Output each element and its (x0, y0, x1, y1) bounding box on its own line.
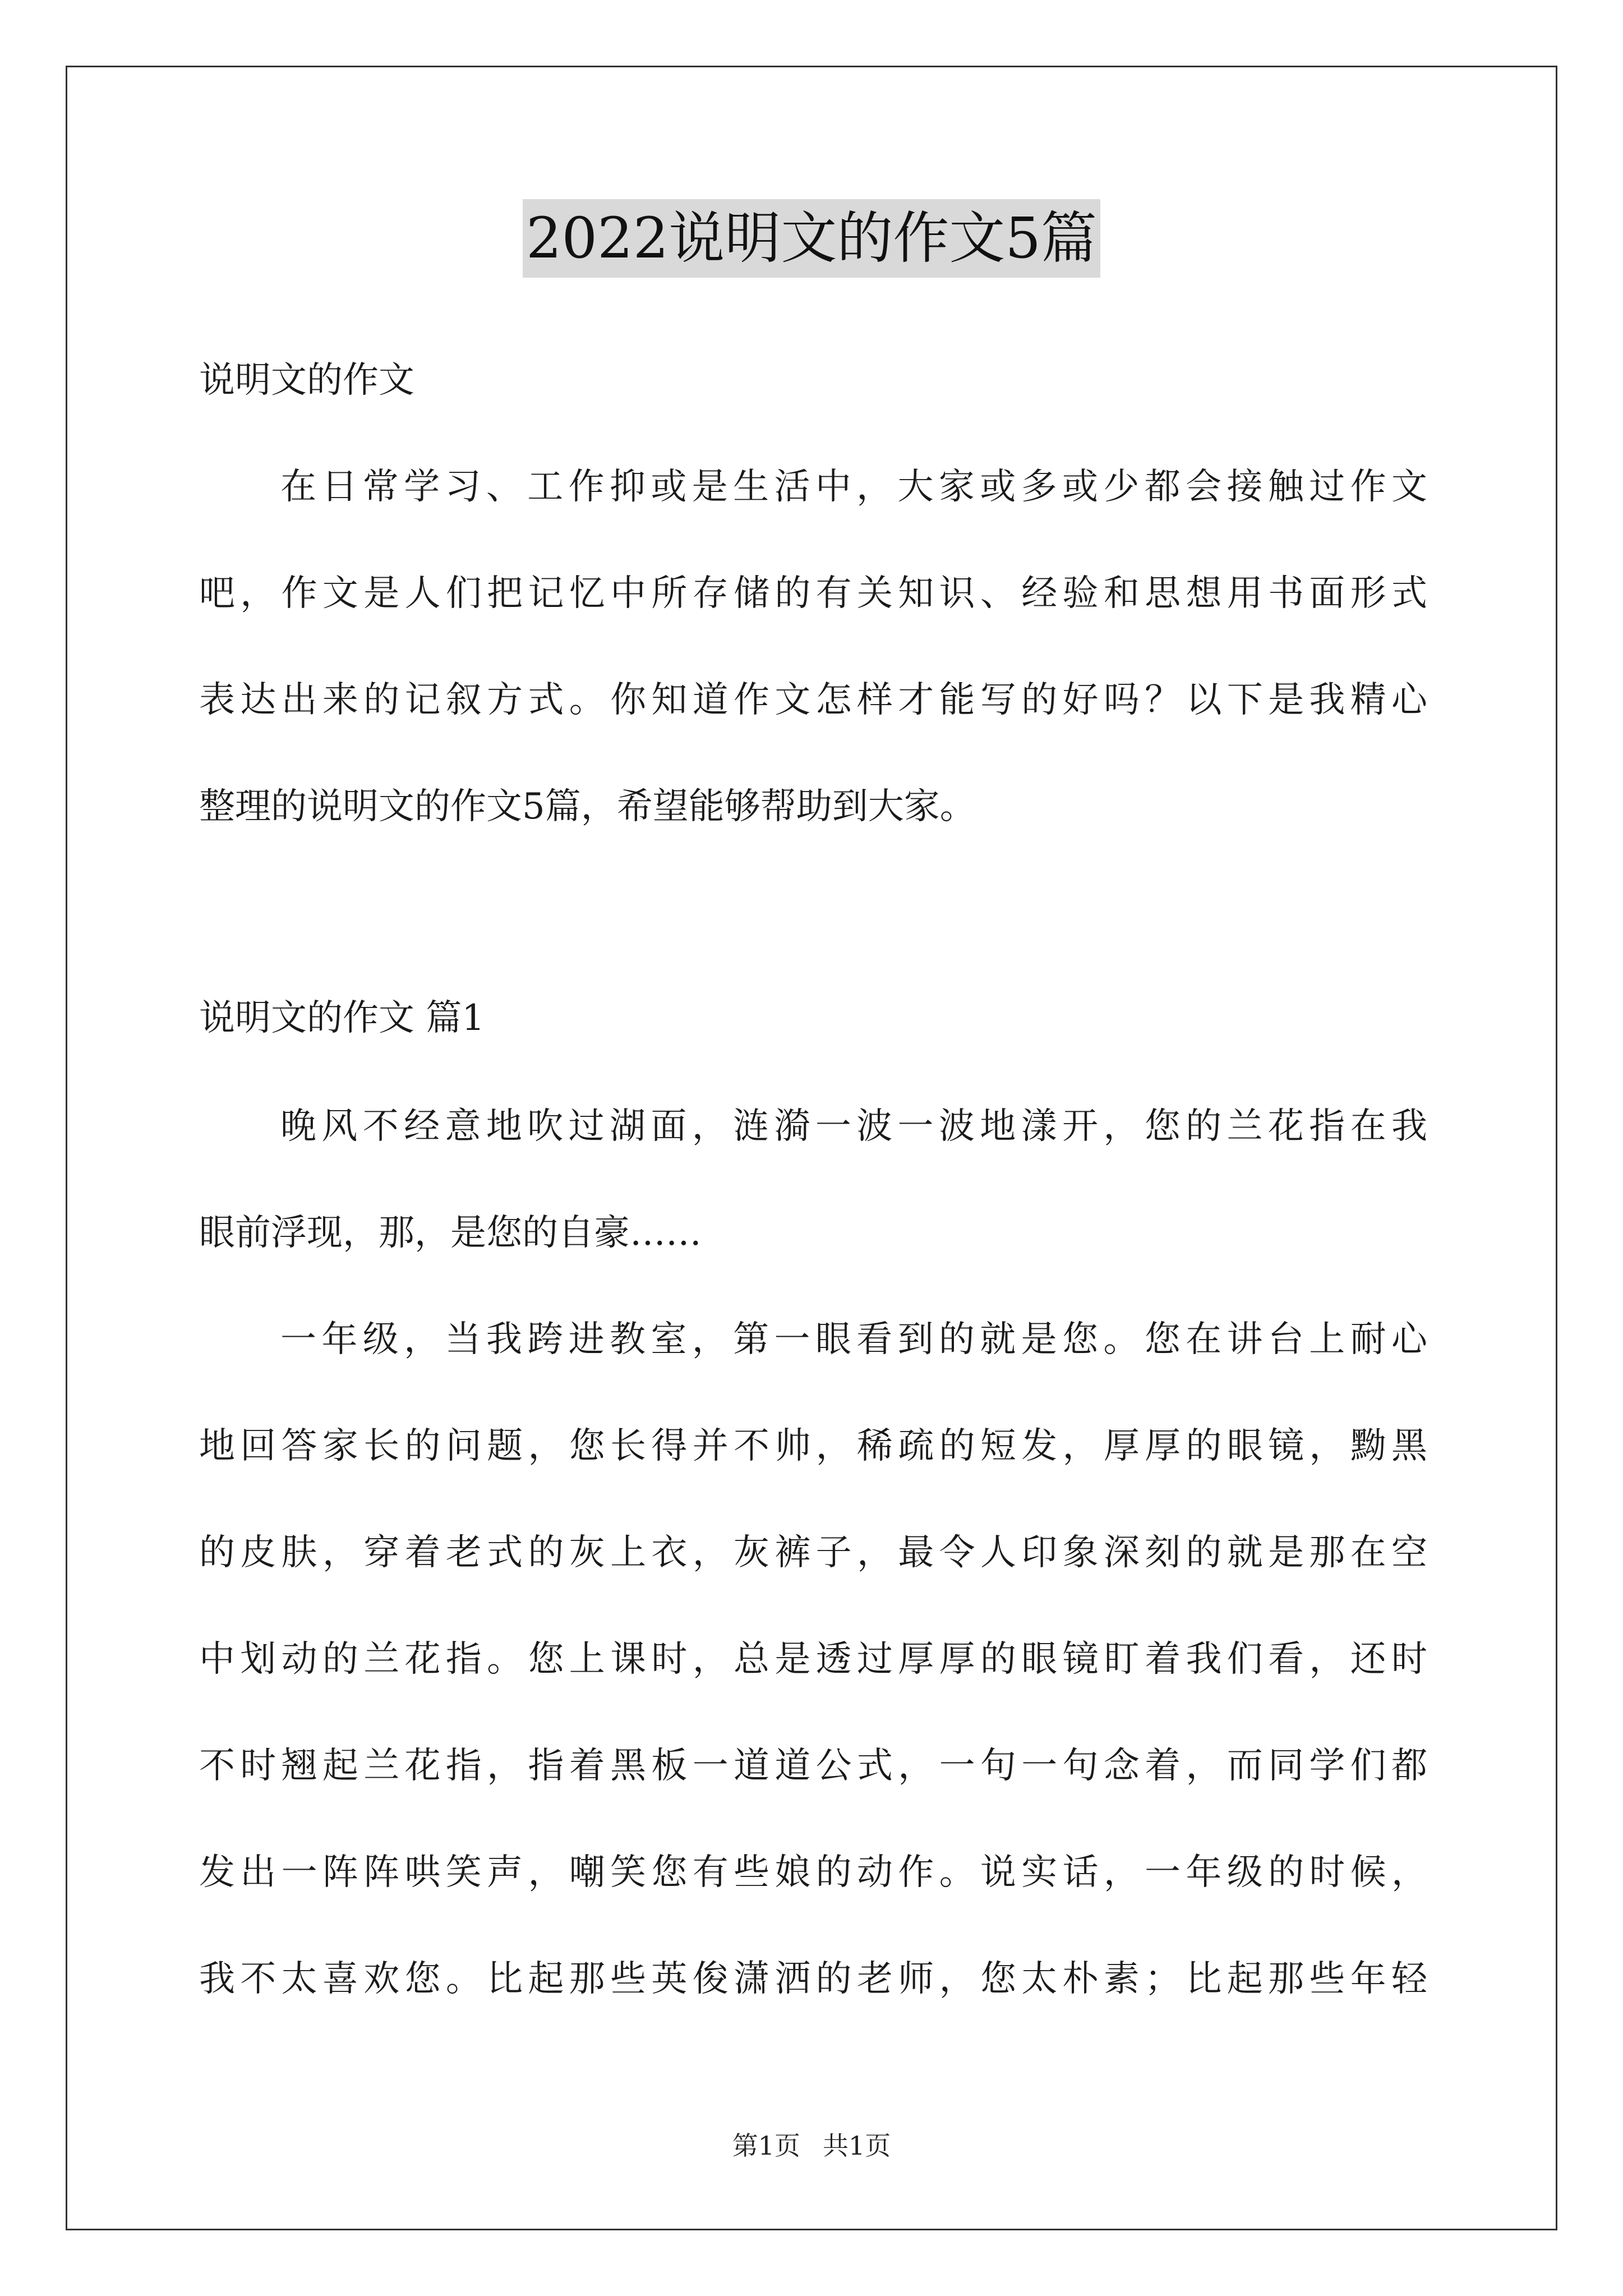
paragraph2-line-2: 地回答家长的问题，您长得并不帅，稀疏的短发，厚厚的眼镜，黝黑 (199, 1425, 1427, 1467)
paragraph2-line-1: 一年级，当我跨进教室，第一眼看到的就是您。您在讲台上耐心 (280, 1319, 1427, 1360)
intro-line-2: 吧，作文是人们把记忆中所存储的有关知识、经验和思想用书面形式 (199, 573, 1427, 614)
paragraph2-line-7: 我不太喜欢您。比起那些英俊潇洒的老师，您太朴素；比起那些年轻 (199, 1958, 1427, 2000)
page-footer (0, 2129, 1623, 2162)
intro-line-3: 表达出来的记叙方式。你知道作文怎样才能写的好吗？以下是我精心 (199, 679, 1427, 721)
paragraph2-line-6: 发出一阵阵哄笑声，嘲笑您有些娘的动作。说实话，一年级的时候， (199, 1852, 1427, 1893)
page-total: 共1页 (823, 2131, 891, 2161)
section-heading: 说明文的作文 篇1 (199, 997, 485, 1039)
document-title: 2022说明文的作文5篇 (523, 199, 1100, 278)
page-number: 第1页 (732, 2131, 800, 2161)
paragraph2-line-5: 不时翘起兰花指，指着黑板一道道公式，一句一句念着，而同学们都 (199, 1745, 1427, 1787)
paragraph2-line-3: 的皮肤，穿着老式的灰上衣，灰裤子，最令人印象深刻的就是那在空 (199, 1532, 1427, 1573)
intro-heading: 说明文的作文 (199, 360, 414, 401)
intro-line-1: 在日常学习、工作抑或是生活中，大家或多或少都会接触过作文 (280, 466, 1427, 508)
title-container (0, 199, 1623, 278)
intro-line-4: 整理的说明文的作文5篇，希望能够帮助到大家。 (199, 786, 976, 827)
paragraph1-line-1: 晚风不经意地吹过湖面，涟漪一波一波地漾开，您的兰花指在我 (280, 1106, 1427, 1147)
paragraph1-line-2: 眼前浮现，那，是您的自豪…… (199, 1212, 702, 1254)
paragraph2-line-4: 中划动的兰花指。您上课时，总是透过厚厚的眼镜盯着我们看，还时 (199, 1639, 1427, 1680)
